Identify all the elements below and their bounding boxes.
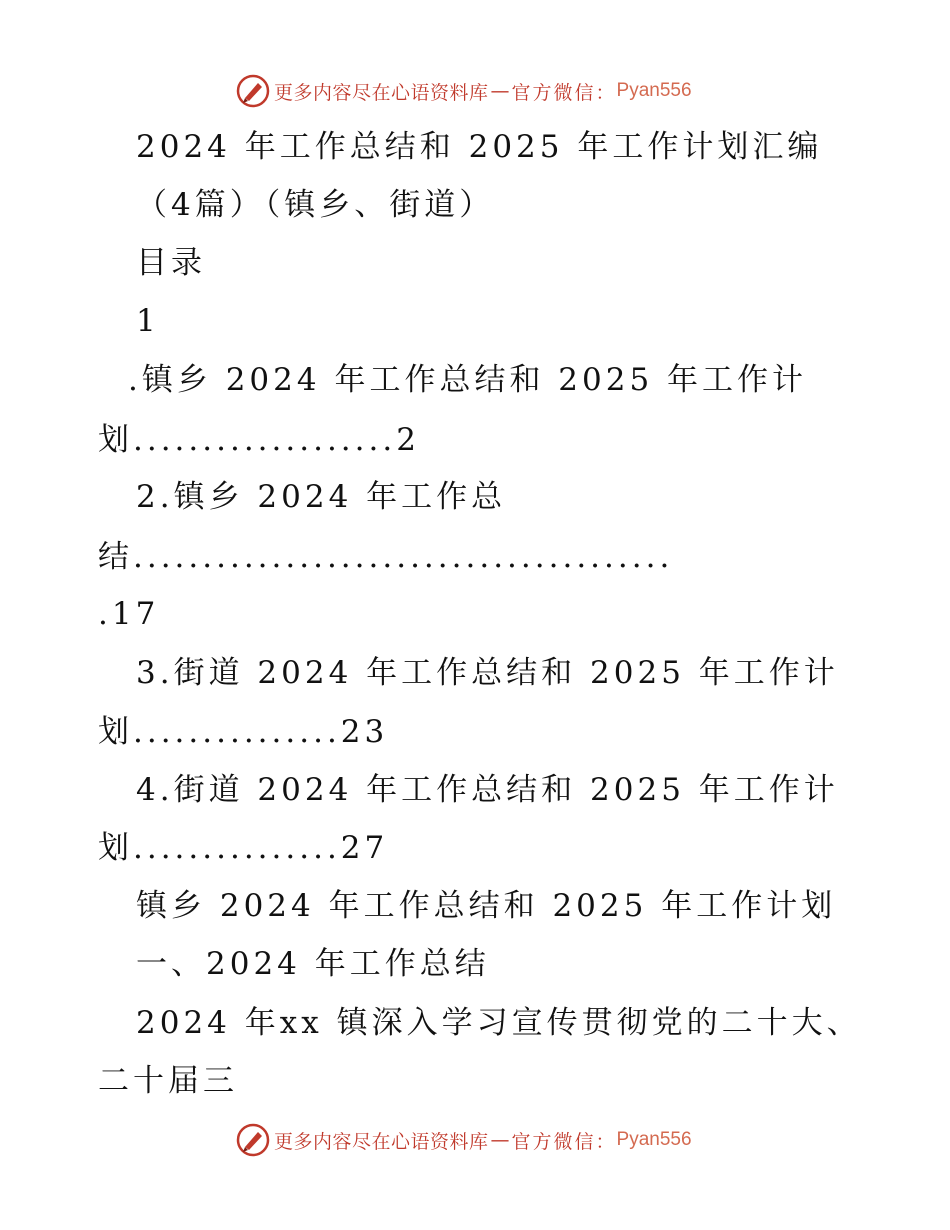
toc-entry-3-line-2: 划...............23 [98,714,389,750]
toc-entry-2-line-1: 2.镇乡 2024 年工作总 [136,479,507,515]
body-paragraph-line-2: 二十届三 [98,1063,238,1099]
watermark-official-text: 官方微信： [511,1130,617,1153]
watermark-separator: — [490,1129,510,1151]
pen-seal-icon [236,74,270,108]
toc-heading: 目录 [136,245,206,281]
toc-entry-2-line-2: 结....................................... [98,539,674,575]
toc-entry-1-line-2: 划...................2 [98,422,420,458]
watermark-wechat-id: Pyan556 [616,1129,692,1150]
toc-entry-3-line-1: 3.街道 2024 年工作总结和 2025 年工作计 [136,655,839,691]
toc-entry-2-line-3: .17 [98,596,160,632]
toc-entry-1-line-1: .镇乡 2024 年工作总结和 2025 年工作计 [128,362,808,398]
watermark-footer [236,1122,692,1158]
watermark-wechat-id: Pyan556 [616,80,692,101]
section-title: 镇乡 2024 年工作总结和 2025 年工作计划 [136,888,837,924]
watermark-header [236,73,692,109]
toc-entry-4-line-2: 划...............27 [98,830,389,866]
document-title: 2024 年工作总结和 2025 年工作计划汇编 [136,129,823,165]
toc-number: 1 [136,303,160,339]
pen-seal-icon [236,1123,270,1157]
section-heading-1: 一、2024 年工作总结 [136,946,490,982]
watermark-site-text: 更多内容尽在心语资料库 [274,1130,489,1153]
body-paragraph-line-1: 2024 年xx 镇深入学习宣传贯彻党的二十大、 [136,1005,862,1041]
toc-entry-4-line-1: 4.街道 2024 年工作总结和 2025 年工作计 [136,772,839,808]
watermark-separator: — [490,80,510,102]
watermark-official-text: 官方微信： [511,81,617,104]
document-subtitle: （4篇）（镇乡、街道） [136,187,495,223]
watermark-site-text: 更多内容尽在心语资料库 [274,81,489,104]
